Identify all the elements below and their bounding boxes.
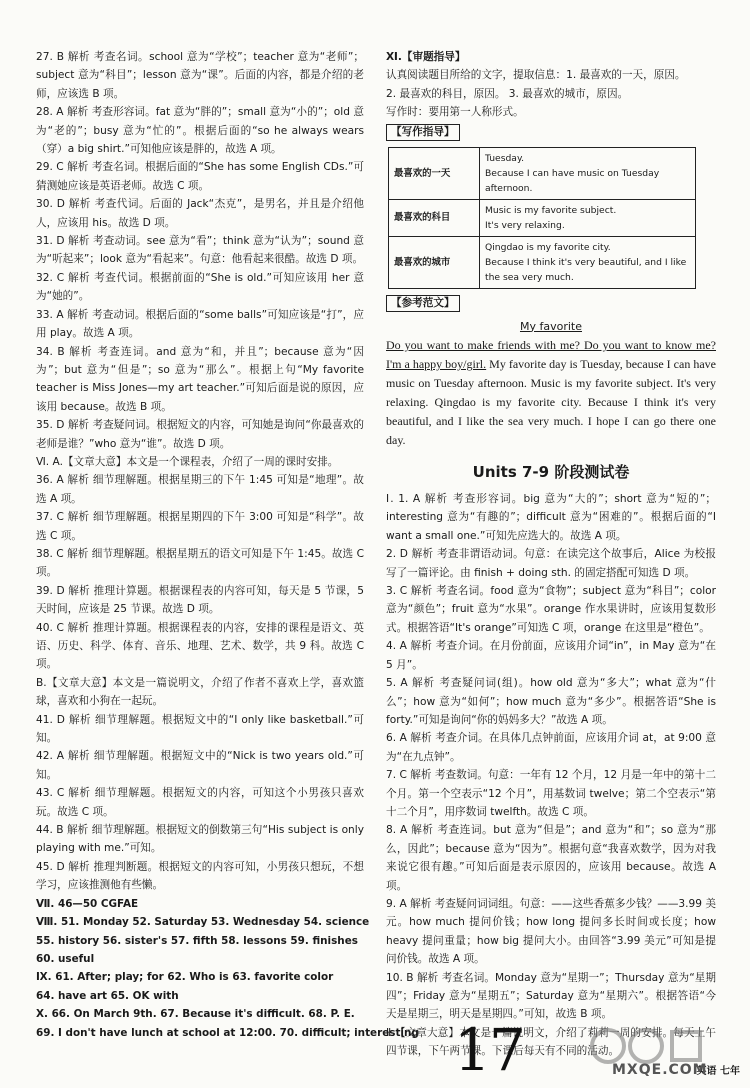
writing-guide-table: [388, 147, 696, 289]
answer-line: Ⅷ. 51. Monday 52. Saturday 53. Wednesday 54. science: [36, 916, 370, 929]
explanation-item: 39. D 解析 推理计算题。根据课程表的内容可知，每天是 5 节课，5 天时间，应该是 25 节课。故选 D 项。: [36, 584, 364, 616]
explanation-item: 30. D 解析 考查代词。后面的 Jack“杰克”，是男名，并且是介绍他人，应该用 his。故选 D 项。: [36, 198, 364, 229]
answer-line: 64. have art 65. OK with: [36, 989, 179, 1002]
essay-underlined-line: Do you want to make friends with me? Do you want to know me? I'm a happy boy/girl.: [386, 338, 716, 372]
review-guide-label: Ⅺ.【审题指导】: [386, 51, 466, 63]
watermark-text: MXQE.COM: [612, 1062, 708, 1078]
explanation-item: 28. A 解析 考查形容词。fat 意为“胖的”；small 意为“小的”；old 意为“老的”；busy 意为“忙的”。根据后面的“so he always wears（穿）a big shirt.”可知他应该是胖的，故选 A 项。: [36, 106, 364, 156]
explanation-item: 45. D 解析 推理判断题。根据短文的内容可知，小男孩只想玩，不想学习，应该推测他有些懒。: [36, 860, 364, 892]
right-column: [386, 48, 716, 1061]
explanation-item: Ⅵ. A.【文章大意】本文是一个课程表，介绍了一周的课时安排。: [36, 455, 339, 468]
explanation-item: 5. A 解析 考查疑问词(组)。how old 意为“多大”；what 意为“什么”；how 意为“如何”；how much 意为“多少”。根据答语“She is forty.”可知是询问“你的妈妈多大？”故选 A 项。: [386, 677, 716, 726]
answer-line: 60. useful: [36, 952, 95, 965]
answer-explanations: [36, 48, 364, 895]
explanation-item: 8. A 解析 考查连词。but 意为“但是”；and 意为“和”；so 意为“那么，因此”；because 意为“因为”。根据句意“我喜欢数学，因为对我来说它很有趣。”可知后面是表示原因的，应该用 because。故选 A 项。: [386, 824, 716, 892]
guide-row: [389, 199, 696, 236]
answer-line: 55. history 56. sister's 57. fifth 58. lessons 59. finishes: [36, 934, 358, 947]
explanation-item: 10. B 解析 考查名词。Monday 意为“星期一”；Thursday 意为“星期四”；Friday 意为“星期五”；Saturday 意为“星期六”。根据答语“今天是星期三，明天是星期四。”可知，故选 B 项。: [386, 971, 716, 1021]
explanation-item: 4. A 解析 考查介词。在月份前面，应该用介词“in”，in May 意为“在 5 月”。: [386, 640, 716, 671]
guide-row: [389, 147, 696, 199]
sample-essay: [386, 336, 716, 450]
footer-subject: 英语 七年: [696, 1066, 740, 1077]
essay-body: My favorite day is Tuesday, because I can have music on Tuesday afternoon. Music is my favorite subject. It's very relaxing. Qingdao is my favorite city. Because I think it's very beautiful, and I like the sea very much. I hope I can go there one day.: [386, 357, 716, 448]
guide-key: 最喜欢的城市: [389, 236, 480, 288]
test-explanations: [386, 490, 716, 1061]
explanation-item: 3. C 解析 考查名词。food 意为“食物”；subject 意为“科目”；color 意为“颜色”；fruit 意为“水果”。orange 作水果讲时，应该用复数形式。根据答语“It's orange”可知选 C 项，orange 在这里是“橙色”。: [386, 585, 716, 634]
explanation-item: 29. C 解析 考查名词。根据后面的“She has some English CDs.”可猜测她应该是英语老师。故选 C 项。: [36, 161, 364, 192]
explanation-item: 33. A 解析 考查动词。根据后面的“some balls”可知应该是“打”，应用 play。故选 A 项。: [36, 308, 364, 340]
explanation-item: 43. C 解析 细节理解题。根据短文的内容，可知这个小男孩只喜欢玩。故选 C 项。: [36, 787, 364, 818]
guide-value: Qingdao is my favorite city. Because I think it's very beautiful, and I like the sea very much.: [480, 236, 696, 288]
answer-key-lines: [36, 895, 419, 1042]
answer-line: Ⅸ. 61. After; play; for 62. Who is 63. favorite color: [36, 971, 334, 984]
instruction-line: 2. 最喜欢的科目，原因。 3. 最喜欢的城市，原因。: [386, 87, 629, 100]
explanation-item: B.【文章大意】本文是一篇说明文，介绍了作者不喜欢上学，喜欢篮球，喜欢和小狗在一起玩。: [36, 676, 364, 708]
handwritten-page-number: 17: [454, 1016, 524, 1084]
explanation-item: 7. C 解析 考查数词。句意：一年有 12 个月，12 月是一年中的第十二个月。第一个空表示“12 个月”，用基数词 twelve；第二个空表示“第十二个月”，用序数词 twelfth。故选 C 项。: [386, 769, 716, 818]
section-title: Units 7-9 阶段测试卷: [472, 463, 630, 482]
explanation-item: 44. B 解析 细节理解题。根据短文的倒数第三句“His subject is only playing with me.”可知。: [36, 824, 364, 855]
explanation-item: 40. C 解析 推理计算题。根据课程表的内容，安排的课程是语文、英语、历史、科学、体育、音乐、地理、艺术、数学，共 9 科。故选 C 项。: [36, 621, 364, 671]
explanation-item: 38. C 解析 细节理解题。根据星期五的语文可知是下午 1:45。故选 C 项。: [36, 547, 364, 579]
guide-value: Tuesday. Because I can have music on Tuesday afternoon.: [480, 147, 696, 199]
essay-title: My favorite: [519, 319, 582, 333]
explanation-item: Ⅱ.【文章大意】本文是一篇说明文，介绍了莉莉一周的安排。每天上午四节课，下午两节课。下课后每天有不同的活动。: [386, 1026, 716, 1058]
instruction-line: 认真阅读题目所给的文字，提取信息：1. 最喜欢的一天，原因。: [386, 69, 686, 82]
explanation-item: 32. C 解析 考查代词。根据前面的“She is old.”可知应该用 her 意为“她的”。: [36, 271, 364, 303]
explanation-item: 41. D 解析 细节理解题。根据短文中的“I only like basketball.”可知。: [36, 713, 364, 745]
guide-key: 最喜欢的一天: [389, 147, 480, 199]
explanation-item: 36. A 解析 细节理解题。根据星期三的下午 1:45 可知是“地理”。故选 A 项。: [36, 474, 364, 505]
left-column: [36, 48, 419, 1042]
explanation-item: 27. B 解析 考查名词。school 意为“学校”；teacher 意为“老师”；subject 意为“科目”；lesson 意为“课”。后面的内容，都是介绍的老师，应该选 B 项。: [36, 51, 364, 100]
instruction-line: 写作时：要用第一人称形式。: [386, 106, 524, 119]
explanation-item: 37. C 解析 细节理解题。根据星期四的下午 3:00 可知是“科学”。故选 C 项。: [36, 511, 364, 542]
explanation-item: 35. D 解析 考查疑问词。根据短文的内容，可知她是询问“你最喜欢的老师是谁？”who 意为“谁”。故选 D 项。: [36, 419, 364, 450]
explanation-item: 42. A 解析 细节理解题。根据短文中的“Nick is two years old.”可知。: [36, 750, 364, 781]
guide-key: 最喜欢的科目: [389, 199, 480, 236]
answer-line: Ⅶ. 46—50 CGFAE: [36, 897, 139, 910]
answer-line: Ⅹ. 66. On March 9th. 67. Because it's difficult. 68. P. E.: [36, 1008, 355, 1021]
writing-guide-label: 【写作指导】: [386, 124, 460, 141]
explanation-item: 2. D 解析 考查非谓语动词。句意：在读完这个故事后，Alice 为校报写了一篇评论。由 finish + doing sth. 的固定搭配可知选 D 项。: [386, 548, 716, 579]
explanation-item: Ⅰ. 1. A 解析 考查形容词。big 意为“大的”；short 意为“短的”；interesting 意为“有趣的”；difficult 意为“困难的”。根据后面的“I want a small one.”可知先应选大的。故选 A 项。: [386, 493, 716, 542]
answer-line: 69. I don't have lunch at school at 12:00. 70. difficult; interesting: [36, 1026, 419, 1039]
guide-value: Music is my favorite subject. It's very relaxing.: [480, 199, 696, 236]
explanation-item: 34. B 解析 考查连词。and 意为“和，并且”；because 意为“因为”；but 意为“但是”；so 意为“那么”。根据上句“My favorite teacher is Miss Jones—my art teacher.”可知后面是说的原因，应该用 because。故选 B 项。: [36, 345, 364, 413]
explanation-item: 31. D 解析 考查动词。see 意为“看”；think 意为“认为”；sound 意为“听起来”；look 意为“看起来”。句意：他看起来很酷。故选 D 项。: [36, 235, 364, 266]
sample-essay-label: 【参考范文】: [386, 295, 460, 312]
explanation-item: 9. A 解析 考查疑问词词组。句意：——这些香蕉多少钱？——3.99 美元。how much 提问价钱；how long 提问多长时间或长度；how heavy 提问重量；how big 提问大小。由回答“3.99 美元”可知是提问价钱。故选 A 项。: [386, 897, 716, 966]
guide-row: [389, 236, 696, 288]
writing-instructions: [386, 66, 716, 121]
explanation-item: 6. A 解析 考查介词。在具体几点钟前面，应该用介词 at，at 9:00 意为“在九点钟”。: [386, 732, 716, 763]
